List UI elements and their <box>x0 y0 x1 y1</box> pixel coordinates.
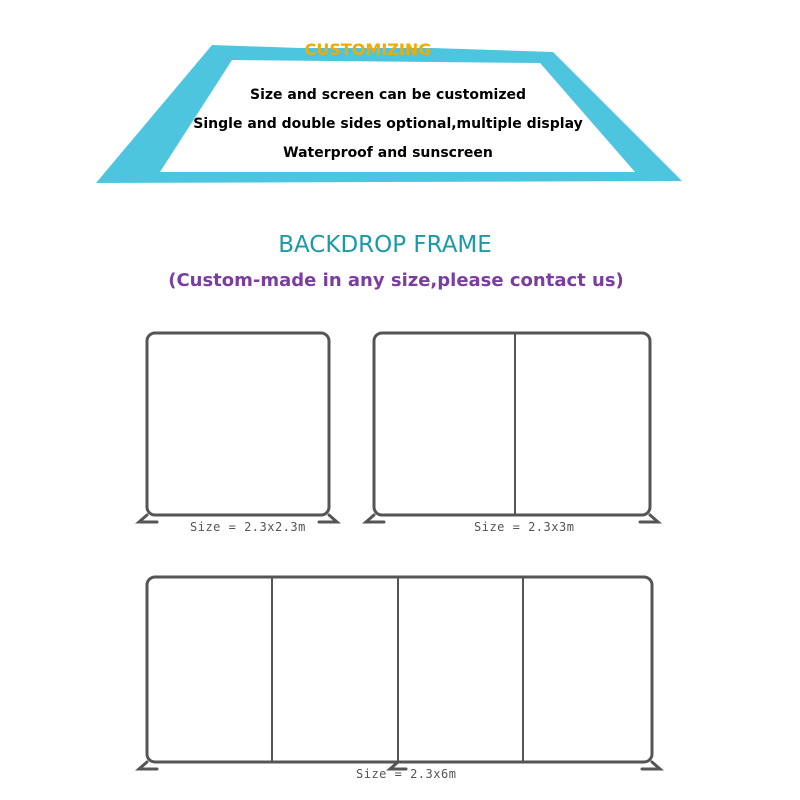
section-title: BACKDROP FRAME <box>278 232 492 258</box>
frame-outline <box>147 333 329 515</box>
frame-2-3x2-3 <box>139 333 337 522</box>
frame-2-3x6 <box>139 577 660 769</box>
feature-line-custom-size: Size and screen can be customized <box>249 87 526 103</box>
frame-outline <box>374 333 650 515</box>
frame-outline <box>147 577 652 762</box>
size-label-2-3x2-3: Size = 2.3x2.3m <box>190 520 306 534</box>
feature-line-waterproof: Waterproof and sunscreen <box>283 145 493 161</box>
section-subtitle: (Custom-made in any size,please contact us) <box>168 270 624 291</box>
size-label-2-3x3: Size = 2.3x3m <box>474 520 575 534</box>
frame-2-3x3 <box>366 333 658 522</box>
banner-title: CUSTOMIZING <box>304 40 432 59</box>
size-label-2-3x6: Size = 2.3x6m <box>356 767 457 781</box>
feature-line-sides: Single and double sides optional,multiple display <box>193 116 583 132</box>
